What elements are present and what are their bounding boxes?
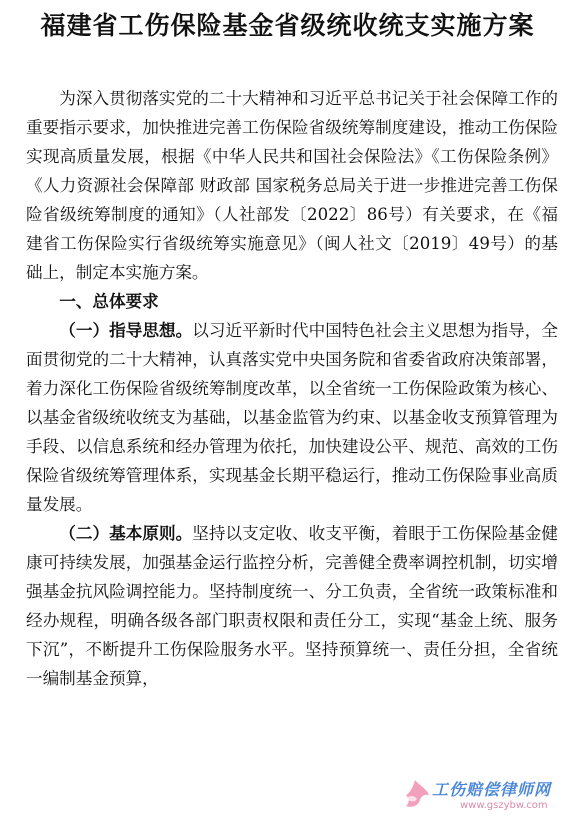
subsection-text: 坚持以支定收、收支平衡，着眼于工伤保险基金健康可持续发展，加强基金运行监控分析，完善健全费率调控机制，切实增强基金抗风险调控能力。坚持制度统一、分工负责，全省统一政策标准和经办规程，明确各级各部门职责权限和责任分工，实现“基金上统、服务下沉”，不断提升工伤保险服务水平。坚持预算统一、责任分担，全省统一编制基金预算， xyxy=(26,524,559,688)
watermark-text: 工伤赔偿律师网 xyxy=(432,780,552,799)
intro-paragraph: 为深入贯彻落实党的二十大精神和习近平总书记关于社会保障工作的重要指示要求，加快推进完善工伤保险省级统筹制度建设，推动工伤保险实现高质量发展，根据《中华人民共和国社会保险法》《工伤保险条例》《人力资源社会保障部 财政部 国家税务总局关于进一步推进完善工伤保险省级统筹制度的通知》（人社部发〔2022〕86号）有关要求，在《福建省工伤保险实行省级统筹实施意见》（闽人社文〔2019〕49号）的基础上，制定本实施方案。 xyxy=(26,89,558,282)
watermark xyxy=(394,775,569,821)
document-title: 福建省工伤保险基金省级统收统支实施方案 xyxy=(40,11,535,40)
watermark-logo-icon xyxy=(398,777,432,811)
subsection-lead: （一）指导思想。 xyxy=(59,320,193,340)
subsection-text: 以习近平新时代中国特色社会主义思想为指导，全面贯彻党的二十大精神，认真落实党中央国务院和省委省政府决策部署，着力深化工伤保险省级统筹制度改革，以全省统一工伤保险政策为核心、以基金省级统收统支为基础，以基金监管为约束、以基金收支预算管理为手段、以信息系统和经办管理为依托，加快建设公平、规范、高效的工伤保险省级统筹管理体系，实现基金长期平稳运行，推动工伤保险事业高质量发展。 xyxy=(26,321,559,514)
subsection-basic-principles xyxy=(26,519,558,693)
watermark-url: www.gszybw.com xyxy=(460,800,548,811)
document-body xyxy=(26,84,558,693)
subsection-lead: （二）基本原则。 xyxy=(59,523,193,543)
subsection-guiding-ideology xyxy=(26,316,558,519)
section-heading: 一、总体要求 xyxy=(59,291,159,311)
